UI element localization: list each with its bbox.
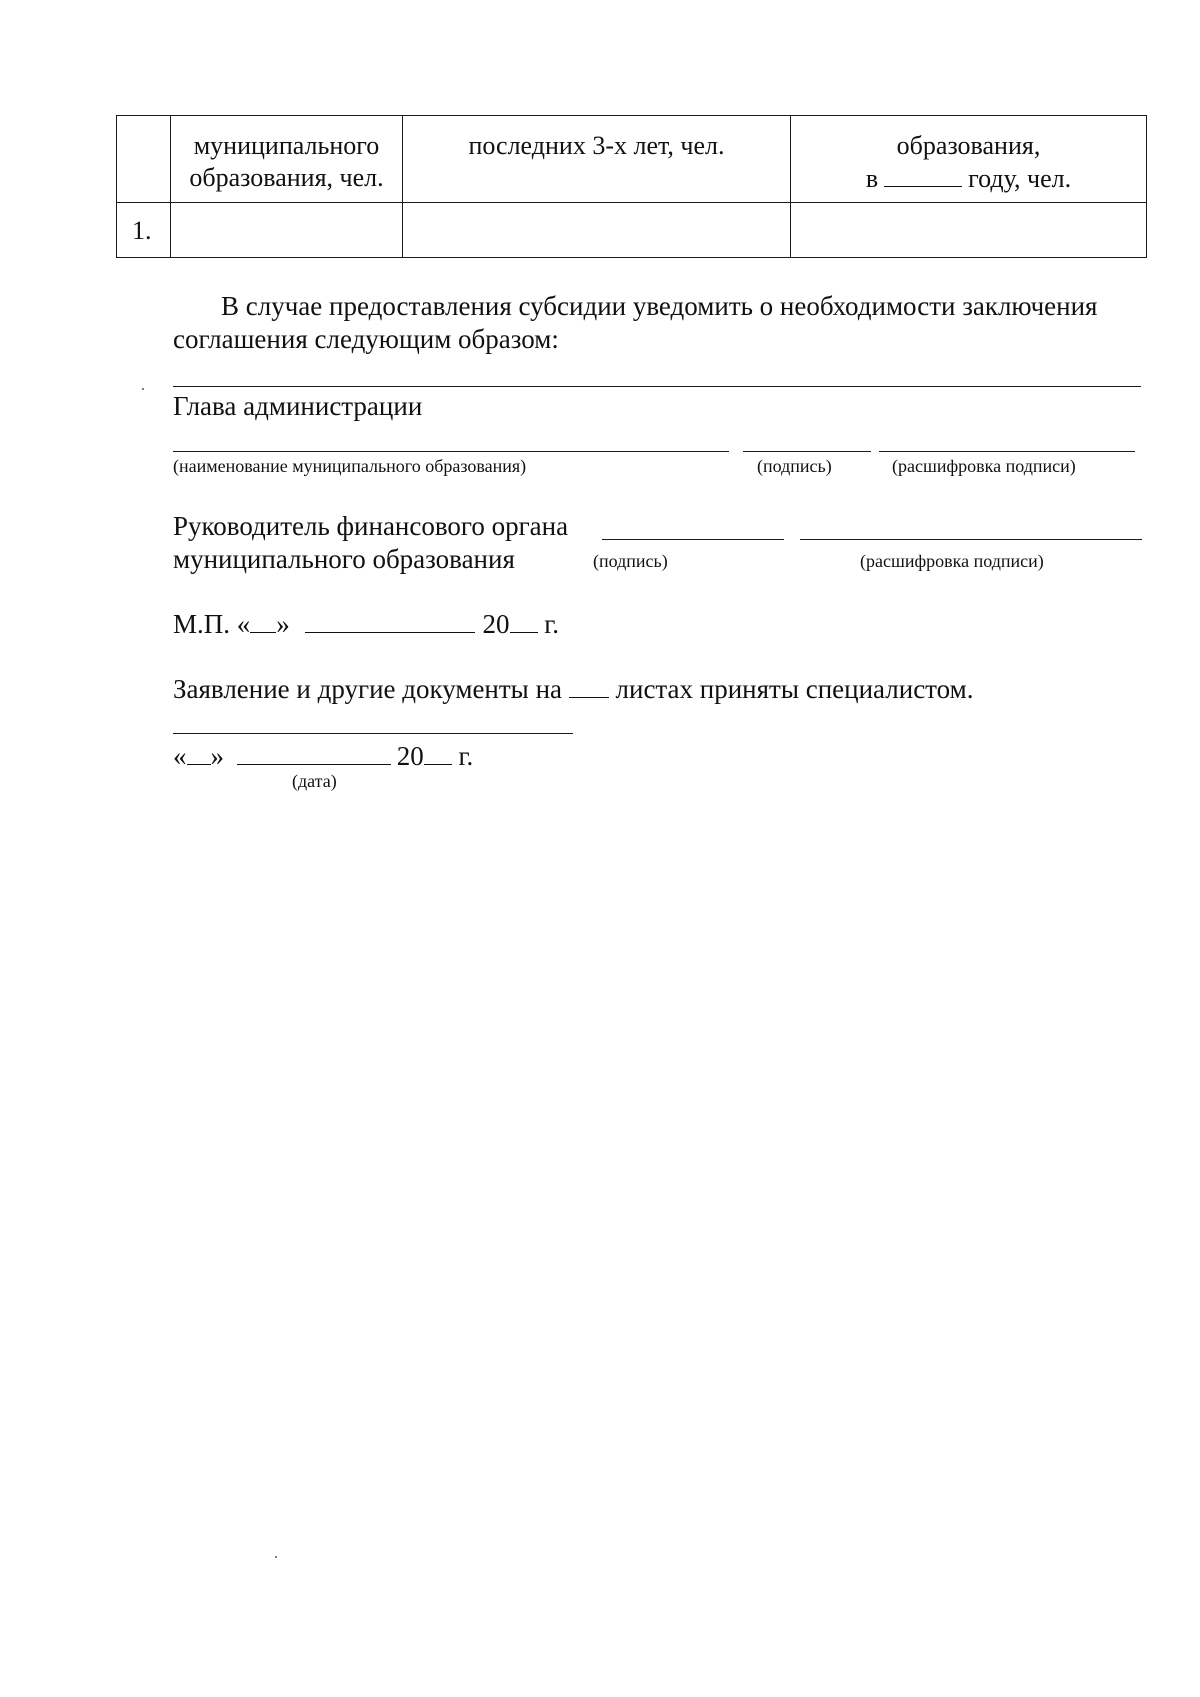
header-col4-line1: образования, <box>896 131 1041 160</box>
stamp-day-blank[interactable] <box>250 608 276 633</box>
accepted-prefix: Заявление и другие документы на <box>173 674 563 704</box>
date-quote-close: » <box>210 741 224 771</box>
finance-decoding-line[interactable] <box>800 539 1142 540</box>
header-col4-line2 <box>791 162 1146 195</box>
head-title: Глава администрации <box>173 391 423 421</box>
date-year-prefix: 20 <box>396 741 424 771</box>
notice-line-1: В случае предоставления субсидии уведомить о необходимости заключения <box>221 291 1098 321</box>
date-month-blank[interactable] <box>237 740 391 765</box>
accepted-line <box>173 673 973 705</box>
stamp-label: М.П. « <box>173 609 251 639</box>
year-blank-field[interactable] <box>884 162 962 187</box>
table-cell-number <box>117 203 171 258</box>
stamp-year-blank[interactable] <box>510 608 538 633</box>
scan-speck <box>275 1556 277 1558</box>
stamp-quote-close: » <box>276 609 290 639</box>
header-col4-suffix: году, чел. <box>968 164 1072 193</box>
sheets-count-blank[interactable] <box>569 673 609 698</box>
table-header-row <box>117 116 1147 203</box>
caption-date: (дата) <box>292 771 337 791</box>
caption-head-decoding: (расшифровка подписи) <box>892 456 1076 476</box>
accepted-suffix: листах приняты специалистом. <box>615 674 974 704</box>
finance-title-line-1: Руководитель финансового органа <box>173 511 569 541</box>
date-year-blank[interactable] <box>424 740 452 765</box>
date-day-blank[interactable] <box>187 740 211 765</box>
header-col4-prefix: в <box>865 164 879 193</box>
table-cell-empty[interactable] <box>791 203 1147 258</box>
date-year-suffix: г. <box>458 741 474 771</box>
caption-municipality-name: (наименование муниципального образования) <box>173 456 527 476</box>
stamp-year-prefix: 20 <box>482 609 510 639</box>
table-header-cell-population <box>171 116 403 203</box>
table-header-cell-number <box>117 116 171 203</box>
table-cell-empty[interactable] <box>171 203 403 258</box>
scan-speck <box>142 388 144 390</box>
table-header-cell-last-years <box>403 116 791 203</box>
head-decoding-line[interactable] <box>879 451 1135 452</box>
date-quote-open: « <box>173 741 187 771</box>
stamp-year-suffix: г. <box>544 609 560 639</box>
head-signature-line[interactable] <box>743 451 871 452</box>
table-cell-empty[interactable] <box>403 203 791 258</box>
finance-title-line-2: муниципального образования <box>173 544 515 574</box>
caption-finance-decoding: (расшифровка подписи) <box>860 551 1044 571</box>
stamp-month-blank[interactable] <box>305 608 475 633</box>
notice-line-2: соглашения следующим образом: <box>173 324 559 354</box>
finance-signature-line[interactable] <box>602 539 784 540</box>
header-col3-line1: последних 3-х лет, чел. <box>468 131 725 160</box>
municipality-name-line[interactable] <box>173 451 729 452</box>
notice-blank-line[interactable] <box>173 386 1141 387</box>
date-line <box>173 740 473 772</box>
table-row <box>117 203 1147 258</box>
header-col2-line1: муниципального <box>193 131 380 160</box>
caption-finance-signature: (подпись) <box>593 551 668 571</box>
row-number: 1. <box>132 216 152 245</box>
stamp-date-line <box>173 608 559 640</box>
table-header-cell-year <box>791 116 1147 203</box>
specialist-signature-line[interactable] <box>173 733 573 734</box>
caption-head-signature: (подпись) <box>757 456 832 476</box>
header-col2-line2: образования, чел. <box>189 163 384 192</box>
data-table <box>116 115 1147 258</box>
